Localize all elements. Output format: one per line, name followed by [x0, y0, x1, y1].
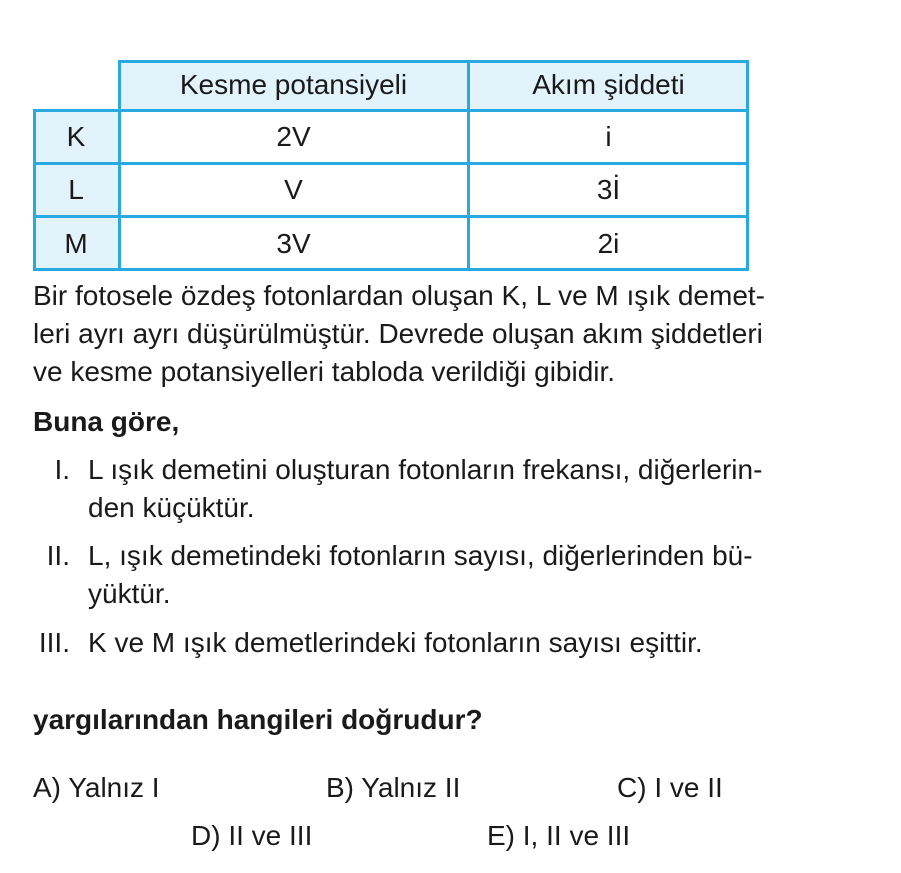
- option-b[interactable]: B) Yalnız II: [326, 772, 461, 803]
- row-label-m: [33, 216, 119, 271]
- cell-l-potential-value: V: [284, 173, 303, 205]
- header-current: [468, 60, 749, 110]
- header-current-label: Akım şiddeti: [532, 69, 685, 100]
- grid-line-v1: [118, 60, 121, 271]
- cell-l-current-value: 3İ: [596, 173, 621, 205]
- grid-line-h1: [33, 109, 749, 112]
- statement-2-line-1: L, ışık demetindeki fotonların sayısı, diğerlerinden bü-: [88, 540, 753, 571]
- grid-line-left: [33, 109, 36, 271]
- intro-line-1: Bir fotosele özdeş fotonlardan oluşan K, L ve M ışık demet-: [33, 280, 766, 311]
- cell-m-current: [468, 216, 749, 271]
- statement-3-number: III.: [38, 627, 70, 658]
- cell-m-potential: [119, 216, 468, 271]
- header-potential: [119, 60, 468, 110]
- statement-1-line-1: L ışık demetini oluşturan fotonların frekansı, diğerlerin-: [88, 454, 763, 485]
- row-label-l-text: L: [68, 173, 84, 205]
- data-table: [33, 60, 749, 271]
- statement-1-line-2: den küçüktür.: [88, 492, 255, 523]
- grid-line-h3: [33, 215, 749, 218]
- cell-l-current: [468, 163, 749, 216]
- option-e[interactable]: E) I, II ve III: [487, 820, 631, 851]
- grid-line-right: [746, 60, 749, 271]
- cell-k-current: [468, 110, 749, 163]
- option-d[interactable]: D) II ve III: [191, 820, 313, 851]
- cell-k-current-value: i: [605, 120, 612, 152]
- statement-2-line-2: yüktür.: [88, 578, 171, 609]
- statement-1-number: I.: [54, 454, 70, 485]
- statement-2-number: II.: [46, 540, 70, 571]
- grid-line-bottom: [33, 268, 749, 271]
- question: yargılarından hangileri doğrudur?: [33, 704, 483, 735]
- cell-m-potential-value: 3V: [276, 227, 311, 259]
- cell-k-potential: [119, 110, 468, 163]
- prompt: Buna göre,: [33, 406, 180, 437]
- grid-line-h2: [33, 162, 749, 165]
- grid-line-top: [119, 60, 749, 63]
- header-potential-label: Kesme potansiyeli: [179, 69, 408, 100]
- intro-line-3: ve kesme potansiyelleri tabloda verildiği gibidir.: [33, 356, 616, 387]
- option-a[interactable]: A) Yalnız I: [33, 772, 160, 803]
- row-label-k: [33, 110, 119, 163]
- intro-line-2: leri ayrı ayrı düşürülmüştür. Devrede oluşan akım şiddetleri: [33, 318, 763, 349]
- row-label-m-text: M: [64, 227, 88, 259]
- cell-m-current-value: 2i: [597, 227, 620, 259]
- cell-k-potential-value: 2V: [276, 120, 311, 152]
- cell-l-potential: [119, 163, 468, 216]
- grid-line-v2: [467, 60, 470, 271]
- row-label-l: [33, 163, 119, 216]
- option-c[interactable]: C) I ve II: [617, 772, 723, 803]
- statement-3-line-1: K ve M ışık demetlerindeki fotonların sayısı eşittir.: [88, 627, 703, 658]
- row-label-k-text: K: [66, 120, 86, 152]
